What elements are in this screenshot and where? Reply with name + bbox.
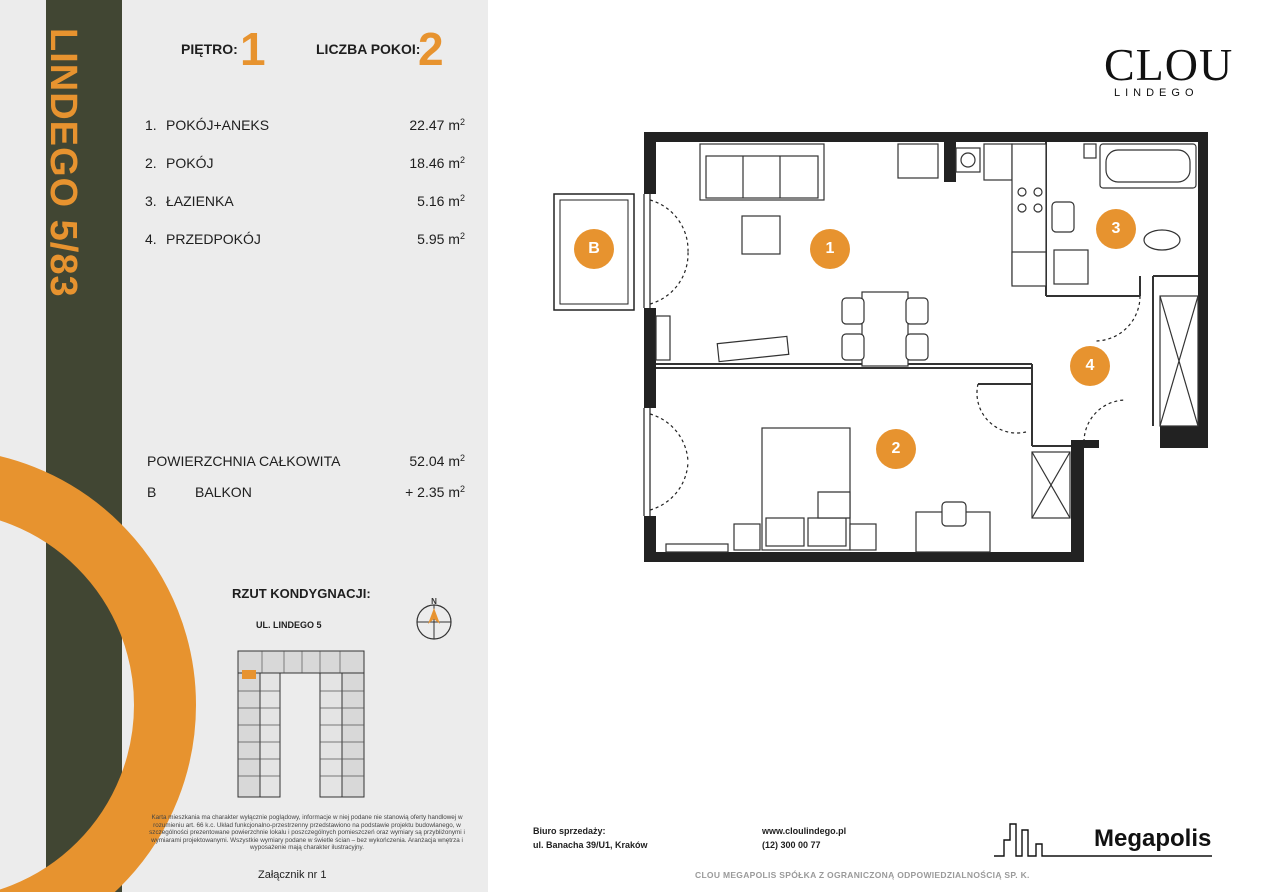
clou-logo: CLOU	[1104, 39, 1234, 90]
floor-plan	[548, 126, 1218, 566]
attachment-label: Załącznik nr 1	[258, 869, 327, 881]
info-sidebar	[0, 0, 488, 892]
megapolis-logo: Megapolis	[1094, 825, 1212, 852]
floor-plan-key-street: UL. LINDEGO 5	[256, 620, 322, 630]
rooms-count-label: LICZBA POKOI:	[316, 41, 421, 57]
room-row: 3. ŁAZIENKA 5.16 $m^2$	[145, 193, 465, 209]
total-area-row: POWIERZCHNIA CAŁKOWITA 52.04 $m^2$	[147, 453, 465, 469]
plan-mark-room-2: 2	[876, 429, 916, 469]
apartment-title: LINDEGO 5/83	[42, 28, 84, 298]
rooms-count-value: 2	[418, 23, 444, 75]
clou-logo-subtitle: LINDEGO	[1114, 87, 1199, 99]
floor-label: PIĘTRO:	[181, 41, 238, 57]
compass-icon	[414, 598, 456, 640]
website-link[interactable]: www.cloulindego.pl	[762, 826, 847, 836]
room-row: 1. POKÓJ+ANEKS 22.47 $m^2$	[145, 117, 465, 133]
plan-mark-room-4: 4	[1070, 346, 1110, 386]
disclaimer-text: Karta mieszkania ma charakter wyłącznie poglądowy, informacje w niej podane nie stanowią oferty handlowej w rozumieniu art. 66 k.c. Układ funkcjonalno-przestrzenny przedstawiono na podstawie projektu budowlanego, w szczególności prezentowane powierzchnie lokalu i poszczególnych pomieszczeń oraz wymiary są przybliżonymi i wymiarami projektowanymi. Wszystkie wymiary podane w świetle ścian – bez wykończenia. Aranżacja wnętrza i wyposażenie mają charakter ilustracyjny.	[149, 814, 465, 852]
sales-office: Biuro sprzedaży: ul. Banacha 39/U1, Kraków	[533, 826, 648, 850]
plan-mark-room-3: 3	[1096, 209, 1136, 249]
room-row: 4. PRZEDPOKÓJ 5.95 $m^2$	[145, 231, 465, 247]
phone-number: (12) 300 00 77	[762, 840, 821, 850]
building-minimap	[232, 646, 372, 802]
contact-info	[762, 824, 846, 852]
north-label: N	[431, 598, 437, 606]
plan-mark-balcony: B	[574, 229, 614, 269]
floor-plan-key-title: RZUT KONDYGNACJI:	[232, 586, 371, 601]
balcony-row: B BALKON + 2.35 $m^2$	[147, 484, 465, 500]
room-row: 2. POKÓJ 18.46 $m^2$	[145, 155, 465, 171]
company-name: CLOU MEGAPOLIS SPÓŁKA Z OGRANICZONĄ ODPOWIEDZIALNOŚCIĄ SP. K.	[695, 870, 1030, 880]
floor-value: 1	[240, 23, 266, 75]
plan-mark-room-1: 1	[810, 229, 850, 269]
